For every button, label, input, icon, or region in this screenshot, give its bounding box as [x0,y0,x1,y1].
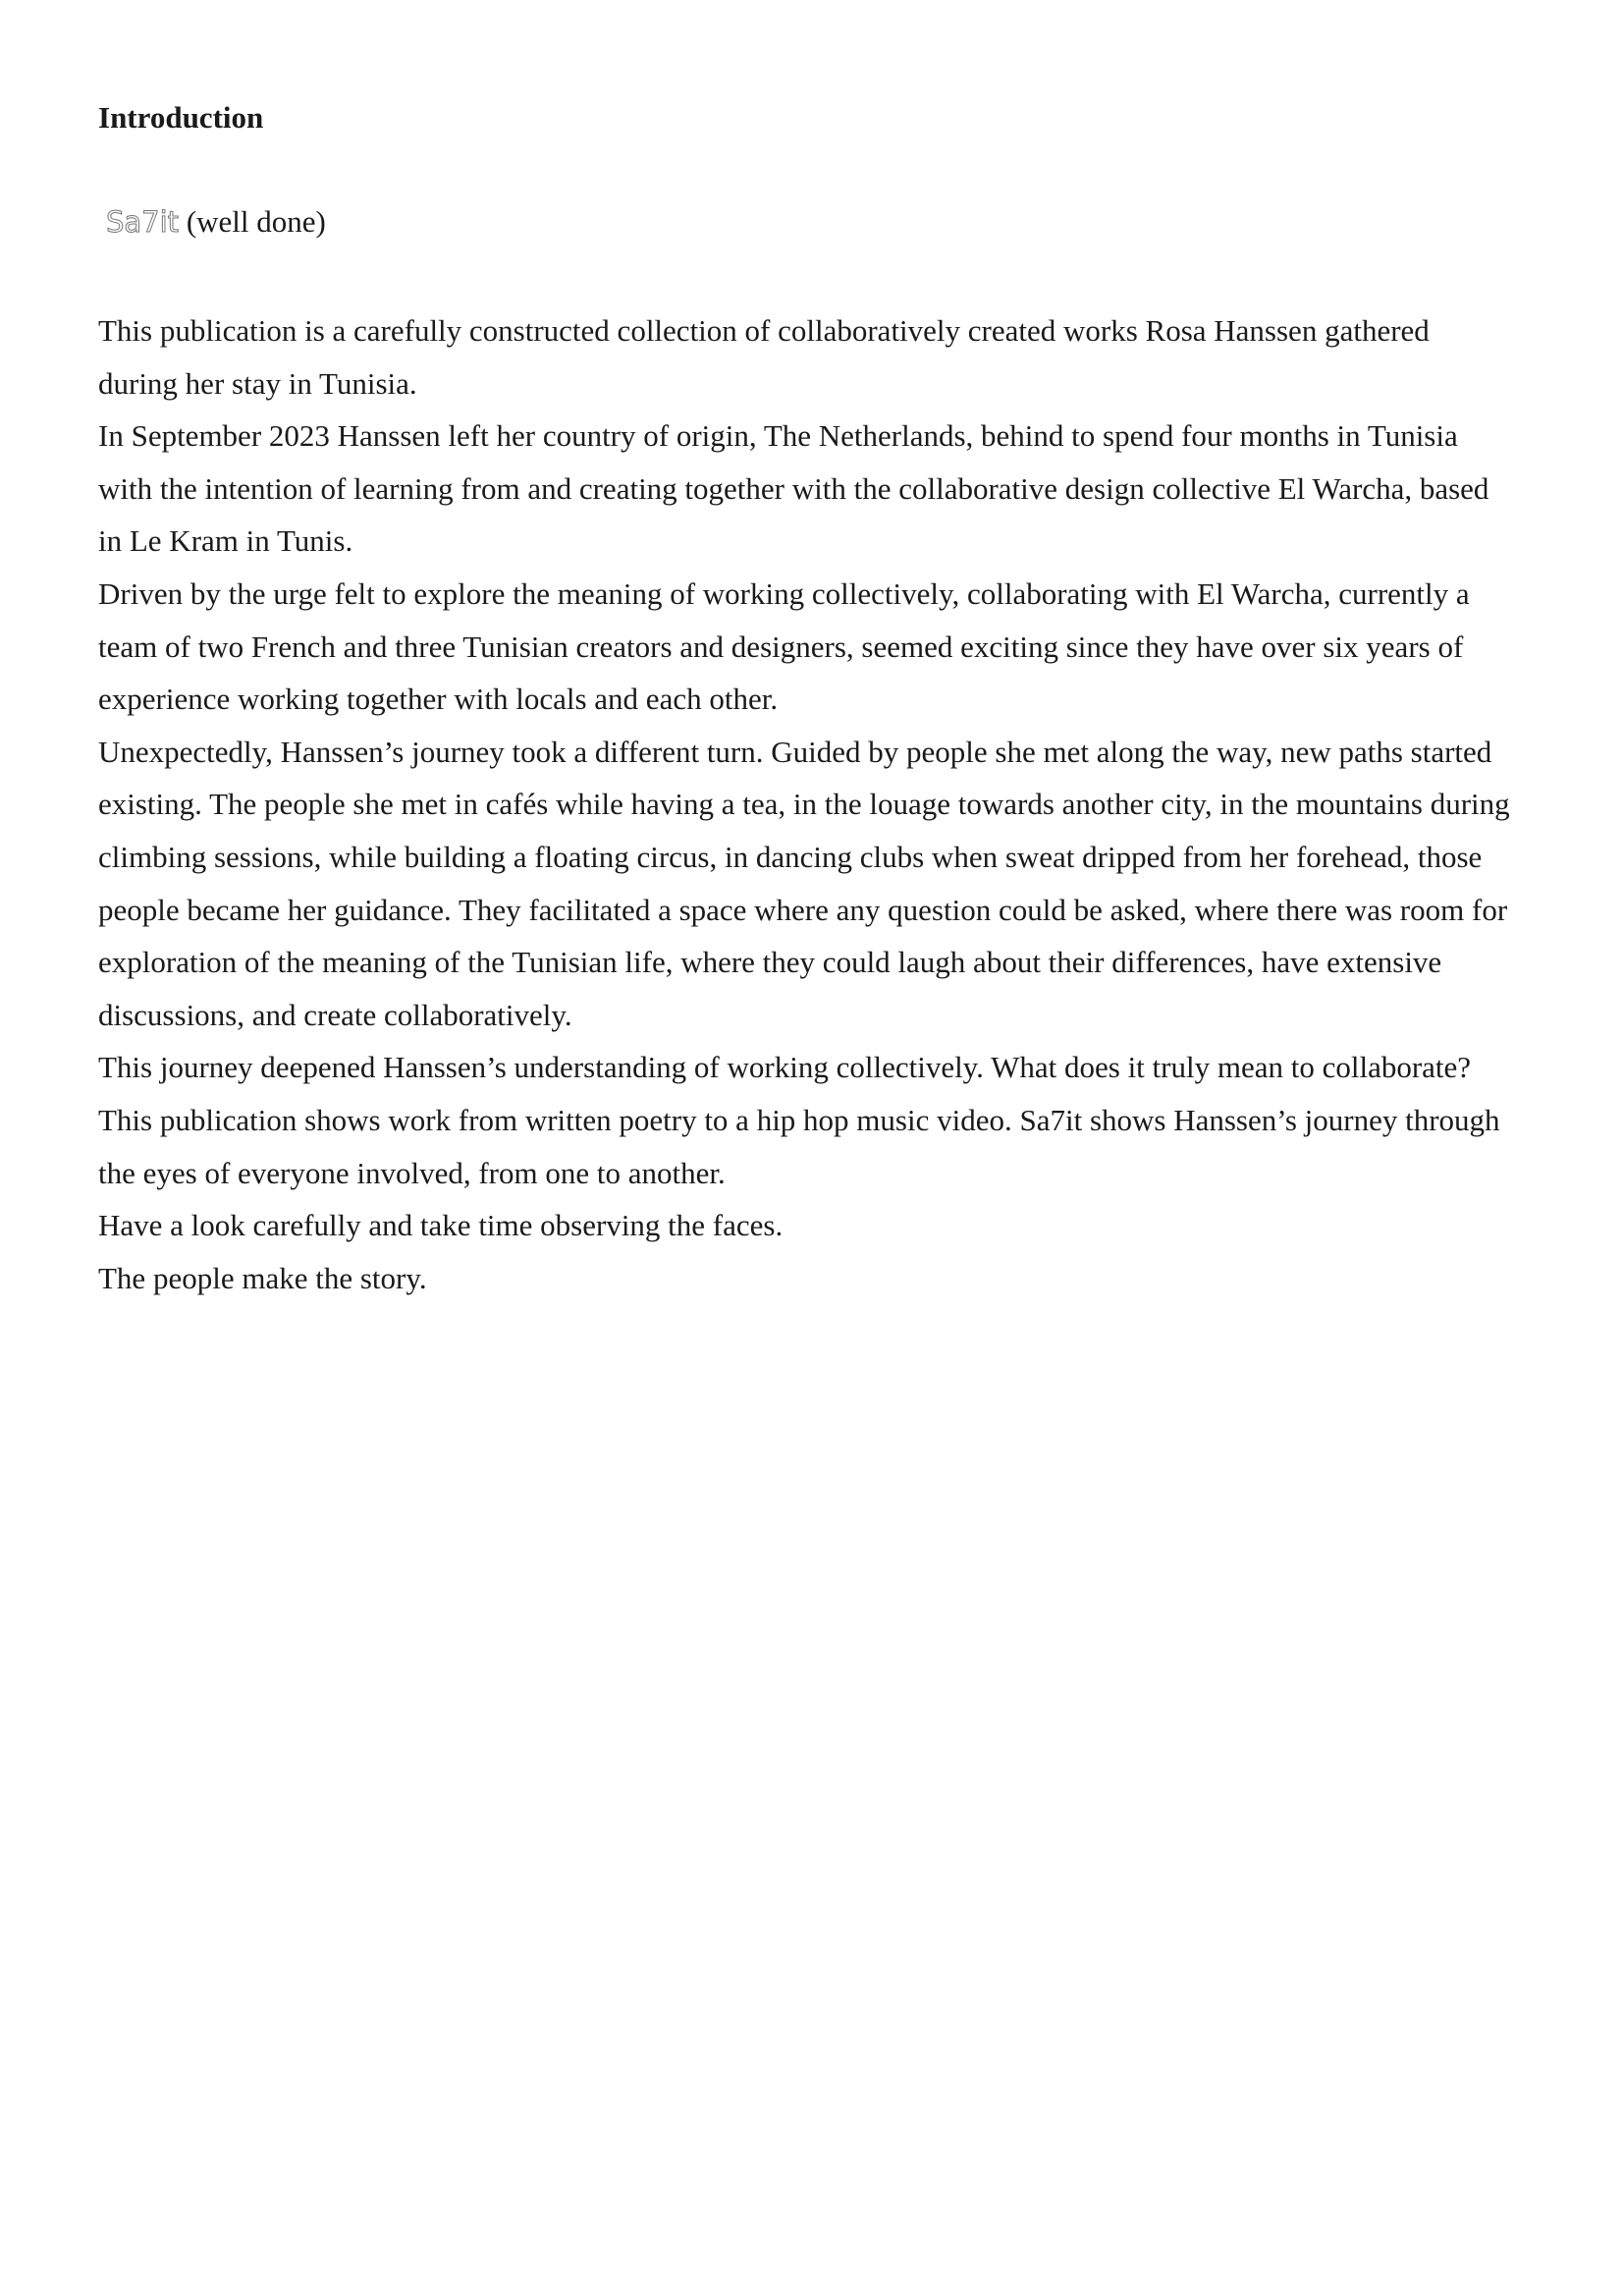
title-translation: (well done) [186,204,326,239]
outlined-title-word: Sa7it [106,205,180,239]
paragraph: This publication shows work from written poetry to a hip hop music video. Sa7it shows Hanssen’s journey through the eyes of everyone involved, from one to another. [98,1102,1500,1190]
body-text [98,304,1512,1304]
paragraph: Unexpectedly, Hanssen’s journey took a different turn. Guided by people she met along the way, new paths started existing. The people she met in cafés while having a tea, in the louage towards another city, in the mountains during climbing sessions, while building a floating circus, in dancing clubs when sweat dripped from her forehead, those people became her guidance. They facilitated a space where any question could be asked, where there was room for exploration of the meaning of the Tunisian life, where they could laugh about their differences, have extensive discussions, and create collaboratively. [98,734,1510,1032]
subtitle [98,200,1512,244]
paragraph: In September 2023 Hanssen left her country of origin, The Netherlands, behind to spend four months in Tunisia with the intention of learning from and creating together with the collaborative design collective El Warcha, based in Le Kram in Tunis. [98,418,1489,559]
paragraph: Driven by the urge felt to explore the meaning of working collectively, collaborating with El Warcha, currently a team of two French and three Tunisian creators and designers, seemed exciting since they have over six years of experience working together with locals and each other. [98,575,1470,717]
paragraph: Have a look carefully and take time observing the faces. [98,1208,784,1243]
section-heading: Introduction [98,100,264,135]
document-page [98,96,1512,1304]
paragraph: This journey deepened Hanssen’s understanding of working collectively. What does it truly mean to collaborate? [98,1050,1472,1085]
paragraph: This publication is a carefully constructed collection of collaboratively created works Rosa Hanssen gathered during her stay in Tunisia. [98,313,1430,401]
paragraph: The people make the story. [98,1260,427,1295]
